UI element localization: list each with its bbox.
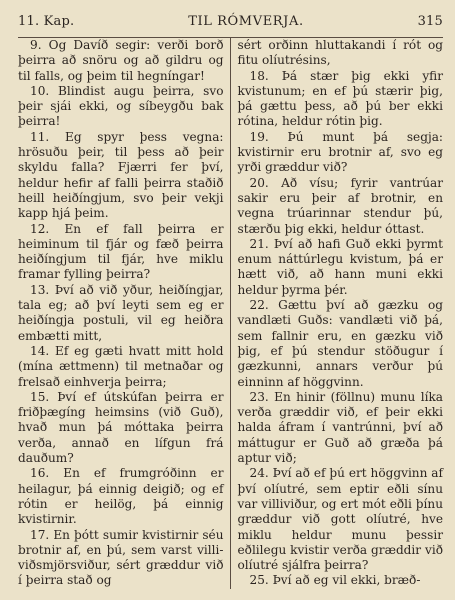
verse-10: 10. Blindist augu þeirra, svo þeir sjái ekki, og síbeygðu bak þeirra! (18, 83, 224, 129)
verse-18: 18. Þá stær þig ekki yfir kvistunum; en ef þú stærir þig, þá gættu þess, að þú ber ekki rótina, heldur rótin þig. (237, 68, 443, 129)
verse-14: 14. Ef eg gæti hvatt mitt hold (mína ættmenn) til metnaðar og frelsað einhverja þeirra; (18, 343, 224, 389)
verse-21: 21. Því að hafi Guð ekki þyrmt enum náttúrlegu kvistum, þá er hætt við, að hann muni ekki heldur þyrma þér. (237, 236, 443, 297)
page-number: 315 (417, 14, 443, 29)
left-column (18, 38, 231, 589)
verse-24: 24. Því að ef þú ert höggvinn af því olíutré, sem eptir eðli sínu var villiviður, og ert mót eðli þínu græddur við gott olíutré, hve miklu heldur munu þessir eðlilegu kvistir verða græddir við olíutré sjálfra þeirra? (237, 466, 443, 573)
verse-13: 13. Því að við yður, heiðíngjar, tala eg; að því leyti sem eg er heiðíngja postuli, vil eg heiðra embætti mitt, (18, 282, 224, 343)
verse-12: 12. En ef fall þeirra er heiminum til fjár og fæð þeirra heiðíngjum til fjár, hve miklu framar fylling þeirra? (18, 221, 224, 282)
text-columns (18, 38, 443, 589)
verse-20: 20. Að vísu; fyrir vantrúar sakir eru þeir af brotnir, en vegna trúarinnar stendur þú, stærðu þig ekki, heldur óttast. (237, 175, 443, 236)
verse-9: 9. Og Davíð segir: verði borð þeirra að snöru og að gildru og til falls, og þeim til hegníngar! (18, 38, 224, 83)
verse-23: 23. En hinir (föllnu) munu líka verða græddir við, ef þeir ekki halda áfram í vantrúnni, því að máttugur er Guð að græða þá aptur við; (237, 389, 443, 466)
running-header (18, 14, 443, 34)
verse-25: 25. Því að eg vil ekki, bræð- (249, 573, 421, 588)
verse-16: 16. En ef frumgróðinn er heilagur, þá einnig deigið; og ef rótin er heilög, þá einnig kvistirnir. (18, 466, 224, 527)
verse-19: 19. Þú munt þá segja: kvistirnir eru brotnir af, svo eg yrði græddur við? (237, 129, 443, 175)
verse-22: 22. Gættu því að gæzku og vandlæti Guðs: vandlæti við þá, sem fallnir eru, en gæzku við þig, ef þú stendur stöðugur í gæzkunni, annars verður þú einninn af höggvinn. (237, 298, 443, 389)
chapter-label: 11. Kap. (18, 14, 75, 29)
verse-17-continued: sért orðinn hluttakandi í rót og fitu olíutrésins, (237, 38, 443, 68)
page-title: TIL RÓMVERJA. (188, 14, 304, 29)
right-column (231, 38, 444, 589)
verse-11: 11. Eg spyr þess vegna: hrösuðu þeir, til þess að þeir skyldu falla? Fjærri fer því, heldur hefir af falli þeirra staðið heill heiðíngjum, svo þeir vekji kapp hjá þeim. (18, 129, 224, 221)
verse-15: 15. Því ef útskúfan þeirra er friðþægíng heimsins (við Guð), hvað mun þá móttaka þeirra verða, annað en lífgun frá dauðum? (18, 389, 224, 466)
verse-17: 17. En þótt sumir kvistirnir séu brotnir af, en þú, sem varst villi-viðsmjörsviður, sért græddur við í þeirra stað og (18, 527, 224, 588)
